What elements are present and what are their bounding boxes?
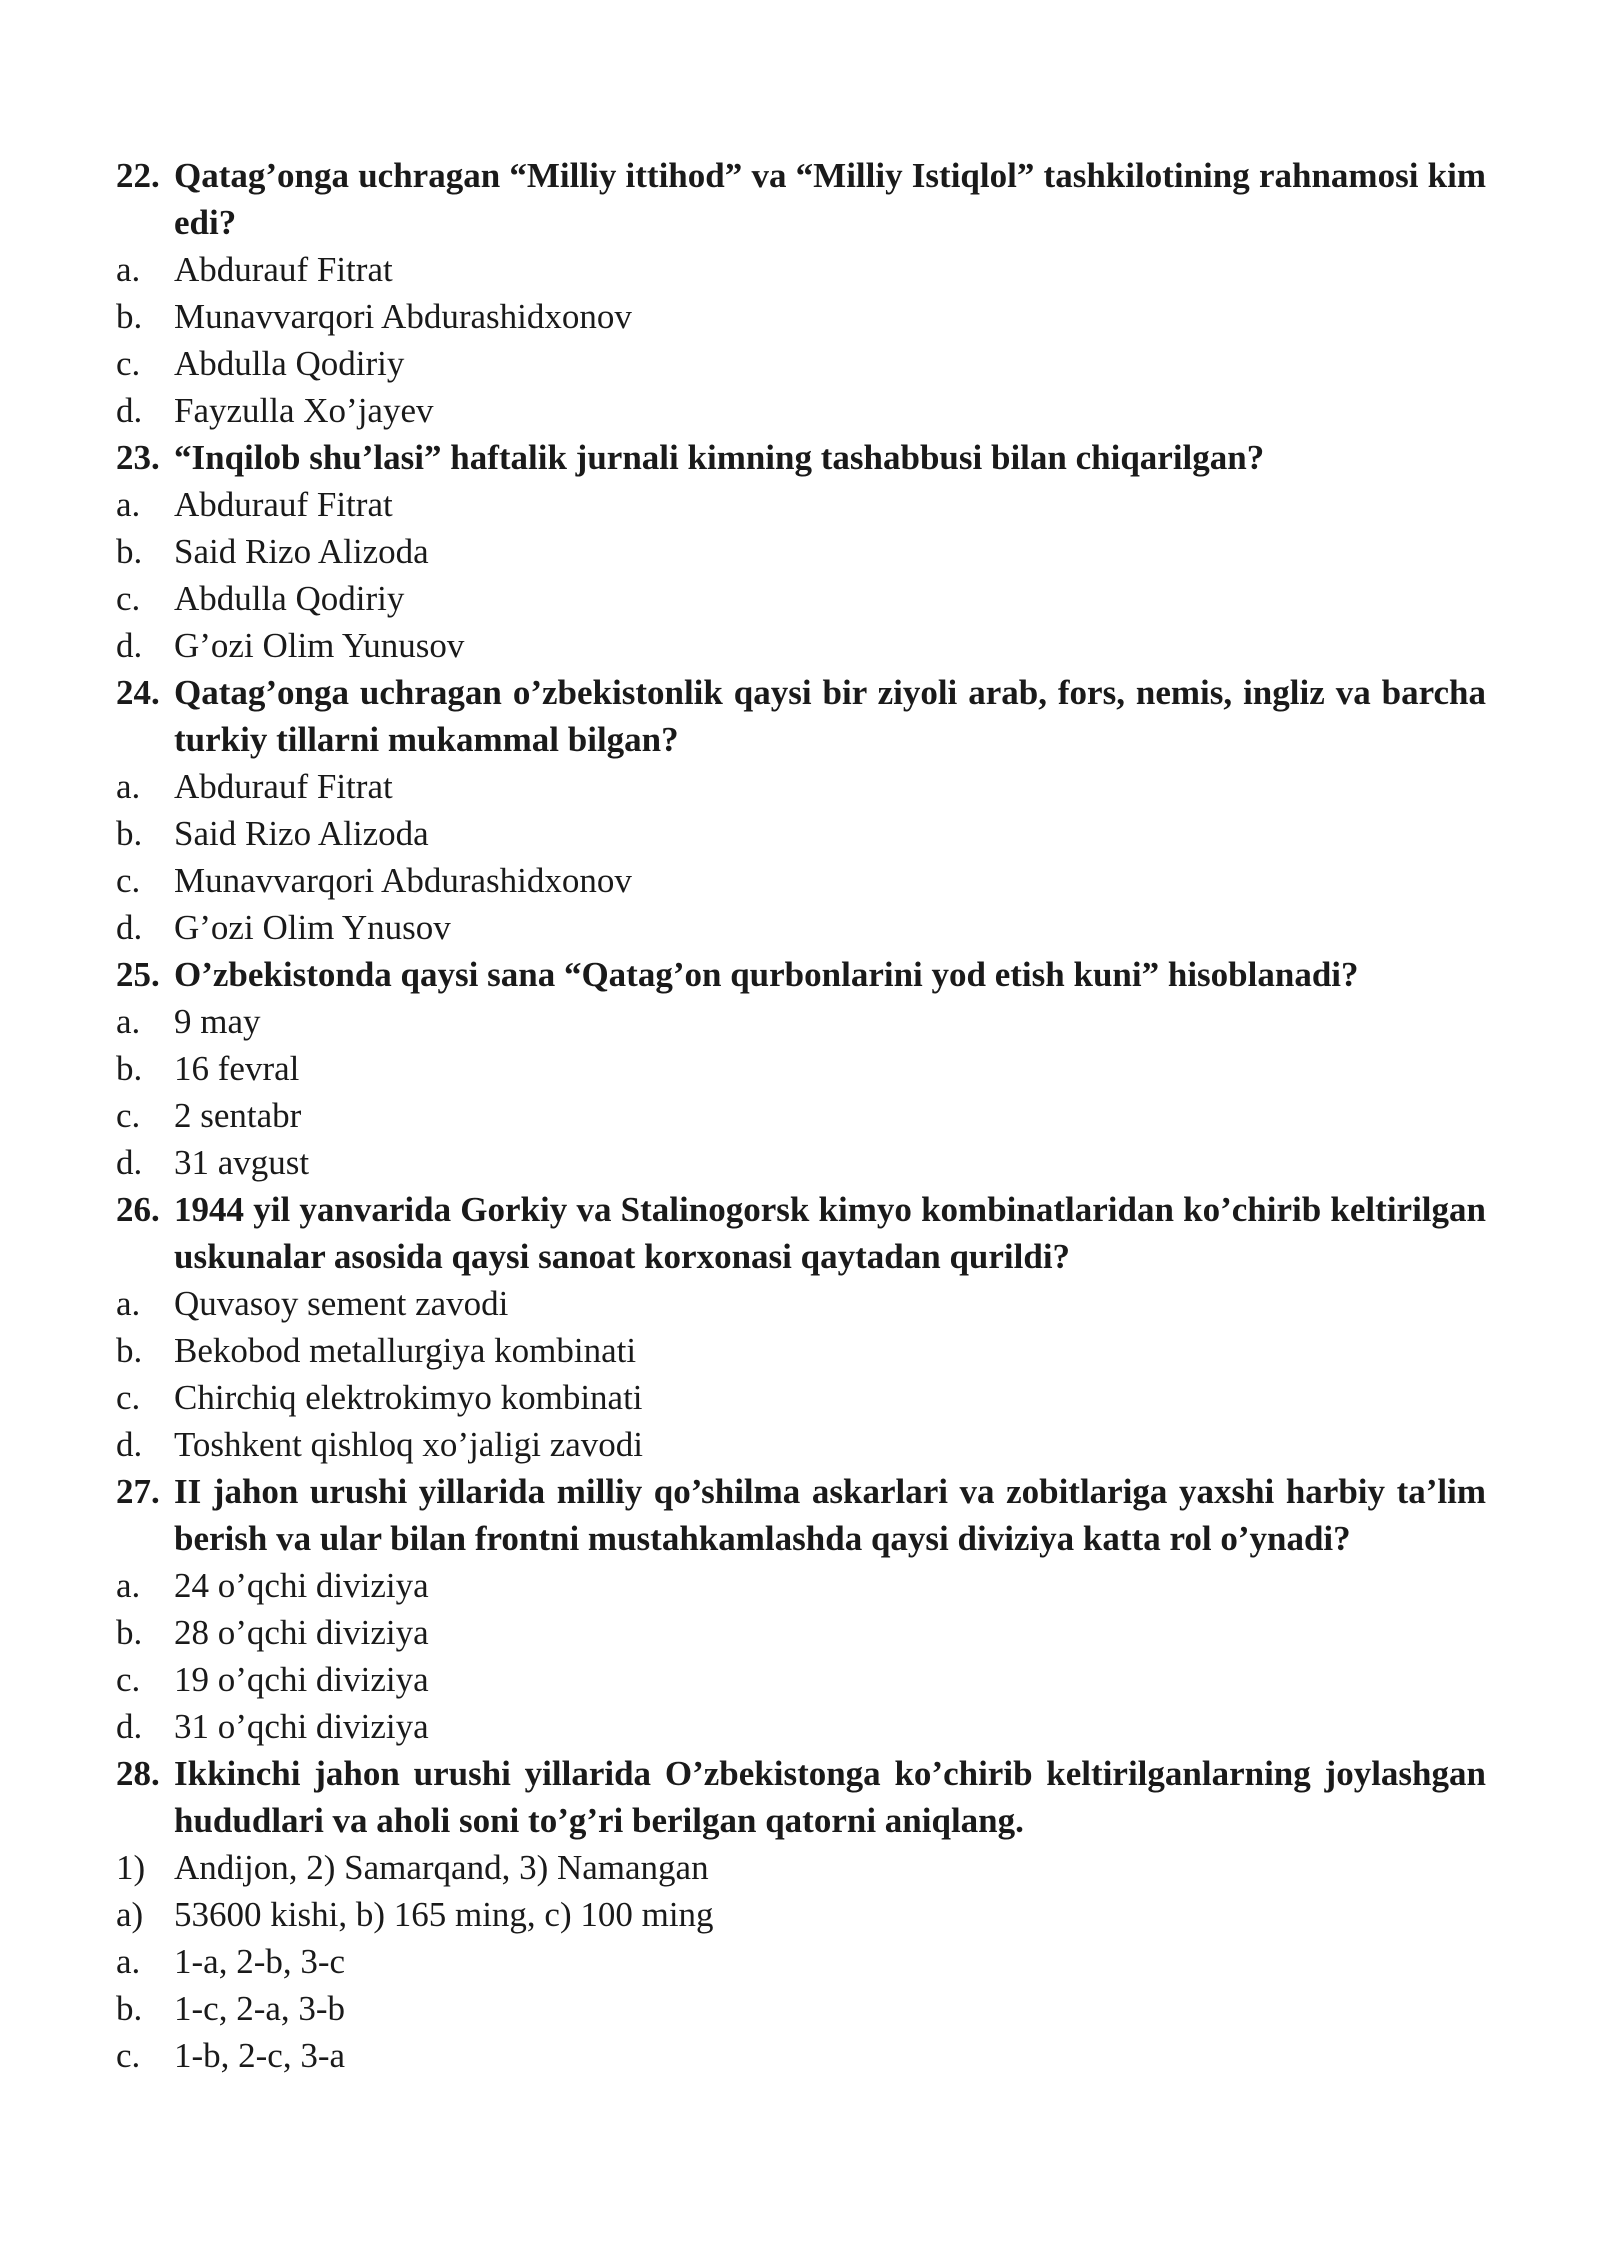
statement-line <box>116 1891 1486 1938</box>
answer-option-marker: c. <box>116 1096 141 1135</box>
answer-option-marker: d. <box>116 1143 143 1182</box>
question-block <box>116 669 1486 951</box>
question-block <box>116 152 1486 434</box>
question <box>116 1186 1486 1280</box>
answer-option <box>116 904 1486 951</box>
answer-option-marker: b. <box>116 1613 143 1652</box>
answer-option-text: Abdulla Qodiriy <box>174 579 405 618</box>
answer-option-text: 31 o’qchi diviziya <box>174 1707 429 1746</box>
question-text: “Inqilob shu’lasi” haftalik jurnali kimning tashabbusi bilan chiqarilgan? <box>174 438 1265 477</box>
answer-option-marker: b. <box>116 814 143 853</box>
answer-option <box>116 1985 1486 2032</box>
answer-option-marker: a. <box>116 250 141 289</box>
statement-line-marker: a) <box>116 1895 144 1934</box>
answer-option-text: 9 may <box>174 1002 261 1041</box>
question <box>116 434 1486 481</box>
answer-option <box>116 1562 1486 1609</box>
answer-option-marker: c. <box>116 579 141 618</box>
answer-option-marker: a. <box>116 1566 141 1605</box>
answer-option-marker: a. <box>116 767 141 806</box>
question-marker: 28. <box>116 1754 160 1793</box>
answer-option <box>116 528 1486 575</box>
answer-option <box>116 1703 1486 1750</box>
answer-option-text: 19 o’qchi diviziya <box>174 1660 429 1699</box>
answer-option <box>116 575 1486 622</box>
answer-option <box>116 622 1486 669</box>
answer-option-marker: c. <box>116 344 141 383</box>
answer-option <box>116 1139 1486 1186</box>
question-marker: 27. <box>116 1472 160 1511</box>
answer-option-text: 2 sentabr <box>174 1096 302 1135</box>
answer-option-marker: d. <box>116 391 143 430</box>
answer-option-text: Abdurauf Fitrat <box>174 250 393 289</box>
answer-option <box>116 340 1486 387</box>
answer-option-text: Bekobod metallurgiya kombinati <box>174 1331 637 1370</box>
answer-option-marker: c. <box>116 1378 141 1417</box>
answer-option-marker: b. <box>116 1989 143 2028</box>
answer-option-marker: b. <box>116 532 143 571</box>
answer-option-text: Chirchiq elektrokimyo kombinati <box>174 1378 643 1417</box>
answer-option <box>116 1045 1486 1092</box>
answer-option-text: 1-c, 2-a, 3-b <box>174 1989 346 2028</box>
answer-option <box>116 387 1486 434</box>
answer-option <box>116 1280 1486 1327</box>
question-text: Qatag’onga uchragan “Milliy ittihod” va “Milliy Istiqlol” tashkilotining rahnamosi kim edi? <box>174 156 1486 242</box>
answer-option-marker: a. <box>116 1942 141 1981</box>
statement-line-text: 53600 kishi, b) 165 ming, c) 100 ming <box>174 1895 714 1934</box>
question-marker: 26. <box>116 1190 160 1229</box>
answer-option-marker: a. <box>116 1002 141 1041</box>
answer-option-text: Munavvarqori Abdurashidxonov <box>174 297 632 336</box>
statement-line <box>116 1844 1486 1891</box>
question-text: O’zbekistonda qaysi sana “Qatag’on qurbonlarini yod etish kuni” hisoblanadi? <box>174 955 1359 994</box>
answer-option-marker: b. <box>116 1049 143 1088</box>
answer-option <box>116 246 1486 293</box>
answer-option <box>116 1327 1486 1374</box>
answer-option-text: 16 fevral <box>174 1049 300 1088</box>
answer-option <box>116 1374 1486 1421</box>
answer-option-marker: d. <box>116 1707 143 1746</box>
test-document <box>116 152 1486 2079</box>
answer-option <box>116 857 1486 904</box>
answer-option-text: 24 o’qchi diviziya <box>174 1566 429 1605</box>
answer-option <box>116 1938 1486 1985</box>
answer-option <box>116 293 1486 340</box>
answer-option-text: 1-b, 2-c, 3-a <box>174 2036 346 2075</box>
answer-option-marker: a. <box>116 485 141 524</box>
question <box>116 1750 1486 1844</box>
question-block <box>116 1750 1486 2079</box>
answer-option <box>116 763 1486 810</box>
answer-option-marker: d. <box>116 626 143 665</box>
question <box>116 152 1486 246</box>
answer-option-marker: d. <box>116 1425 143 1464</box>
question-block <box>116 1468 1486 1750</box>
answer-option-text: 31 avgust <box>174 1143 310 1182</box>
answer-option-text: Said Rizo Alizoda <box>174 814 429 853</box>
question-text: Qatag’onga uchragan o’zbekistonlik qaysi bir ziyoli arab, fors, nemis, ingliz va barcha turkiy tillarni mukammal bilgan? <box>174 673 1486 759</box>
question-block <box>116 1186 1486 1468</box>
statement-line-text: Andijon, 2) Samarqand, 3) Namangan <box>174 1848 709 1887</box>
answer-option-marker: a. <box>116 1284 141 1323</box>
answer-option-marker: c. <box>116 2036 141 2075</box>
answer-option-marker: c. <box>116 861 141 900</box>
answer-option-marker: c. <box>116 1660 141 1699</box>
answer-option <box>116 1092 1486 1139</box>
question-block <box>116 434 1486 669</box>
question-marker: 25. <box>116 955 160 994</box>
answer-option-marker: b. <box>116 297 143 336</box>
answer-option <box>116 1656 1486 1703</box>
answer-option-text: G’ozi Olim Ynusov <box>174 908 451 947</box>
answer-option-text: Fayzulla Xo’jayev <box>174 391 434 430</box>
question-marker: 23. <box>116 438 160 477</box>
question-text: Ikkinchi jahon urushi yillarida O’zbekistonga ko’chirib keltirilganlarning joylashgan hududlari va aholi soni to’g’ri berilgan qatorni aniqlang. <box>174 1754 1486 1840</box>
answer-option <box>116 998 1486 1045</box>
answer-option <box>116 1609 1486 1656</box>
answer-option-text: G’ozi Olim Yunusov <box>174 626 465 665</box>
answer-option-marker: d. <box>116 908 143 947</box>
answer-option-marker: b. <box>116 1331 143 1370</box>
answer-option-text: Quvasoy sement zavodi <box>174 1284 509 1323</box>
question <box>116 951 1486 998</box>
answer-option-text: Abdulla Qodiriy <box>174 344 405 383</box>
question-block <box>116 951 1486 1186</box>
answer-option-text: Toshkent qishloq xo’jaligi zavodi <box>174 1425 644 1464</box>
answer-option-text: Abdurauf Fitrat <box>174 767 393 806</box>
answer-option-text: 1-a, 2-b, 3-c <box>174 1942 346 1981</box>
question-text: 1944 yil yanvarida Gorkiy va Stalinogorsk kimyo kombinatlaridan ko’chirib keltirilgan uskunalar asosida qaysi sanoat korxonasi qaytadan qurildi? <box>174 1190 1486 1276</box>
answer-option <box>116 1421 1486 1468</box>
answer-option <box>116 810 1486 857</box>
answer-option-text: 28 o’qchi diviziya <box>174 1613 429 1652</box>
statement-line-marker: 1) <box>116 1848 146 1887</box>
question-text: II jahon urushi yillarida milliy qo’shilma askarlari va zobitlariga yaxshi harbiy ta’lim berish va ular bilan frontni mustahkamlashda qaysi diviziya katta rol o’ynadi? <box>174 1472 1486 1558</box>
answer-option-text: Said Rizo Alizoda <box>174 532 429 571</box>
answer-option <box>116 2032 1486 2079</box>
answer-option <box>116 481 1486 528</box>
question <box>116 669 1486 763</box>
answer-option-text: Munavvarqori Abdurashidxonov <box>174 861 632 900</box>
answer-option-text: Abdurauf Fitrat <box>174 485 393 524</box>
question-marker: 22. <box>116 156 160 195</box>
question <box>116 1468 1486 1562</box>
question-marker: 24. <box>116 673 160 712</box>
